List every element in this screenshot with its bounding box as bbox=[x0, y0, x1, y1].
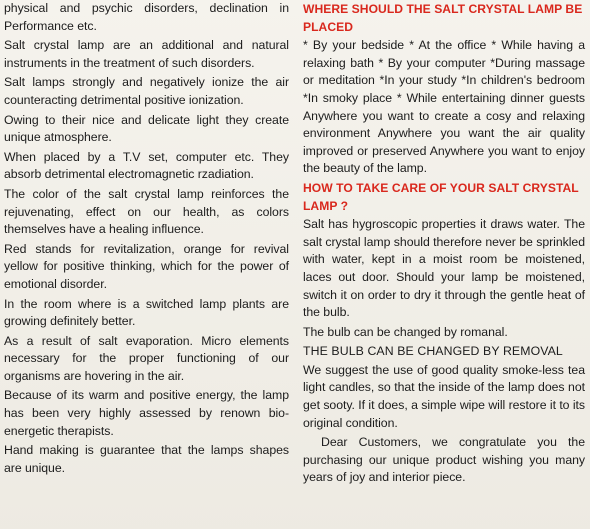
bulb-paragraph: The bulb can be changed by romanal. bbox=[303, 324, 508, 339]
removal-subheading: THE BULB CAN BE CHANGED BY REMOVAL bbox=[303, 344, 563, 359]
paragraph-radiation: When placed by a T.V set, computer etc. They absorb detrimental electromagnetic rzadiation. bbox=[4, 149, 289, 182]
paragraph-ionization: Salt lamps strongly and negatively ionize the air counteracting detrimental positive ionization. bbox=[4, 75, 289, 107]
paragraph-treatment: Salt crystal lamp are an additional and natural instruments in the treatment of such disorders. bbox=[4, 38, 289, 70]
candles-paragraph: We suggest the use of good quality smoke-less tea light candles, so that the inside of the lamp does not get sooty. If it does, a simple wipe will restore it to its original condition. bbox=[303, 362, 585, 430]
paragraph-plants: In the room where is a switched lamp plants are growing definitely better. bbox=[4, 296, 289, 329]
paragraph-handmade: Hand making is guarantee that the lamps shapes are unique. bbox=[4, 443, 289, 475]
right-text-column bbox=[303, 0, 585, 489]
paragraph-micro-elements: As a result of salt evaporation. Micro elements necessary for the proper functioning of our organisms are hovering in the air. bbox=[4, 333, 289, 383]
paragraph-disorders: physical and psychic disorders, declination in Performance etc. bbox=[4, 1, 289, 33]
care-paragraph: Salt has hygroscopic properties it draws water. The salt crystal lamp should therefore never be sprinkled with water, kept in a moist room be moistened, laces out door. Should your lamp be moistened, switch it on order to dry it through the gentle heat of the bulb. bbox=[303, 217, 585, 320]
placement-paragraph: * By your bedside * At the office * While having a relaxing bath * By your computer *During massage or meditation *In your study *In children's bedroom *In smoky place * While entertaining dinner guests Anywhere you want to create a cosy and relaxing environment Anywhere you want the air quality improved or preserved Anywhere you want to enjoy the beauty of the lamp. bbox=[303, 38, 585, 176]
left-text-column bbox=[4, 0, 289, 479]
paragraph-atmosphere: Owing to their nice and delicate light they create unique atmosphere. bbox=[4, 112, 289, 145]
closing-paragraph: Dear Customers, we congratulate you the purchasing our unique product wishing you many years of joy and interior piece. bbox=[303, 435, 585, 485]
care-heading: HOW TO TAKE CARE OF YOUR SALT CRYSTAL LAMP ? bbox=[303, 180, 579, 213]
placement-heading: WHERE SHOULD THE SALT CRYSTAL LAMP BE PLACED bbox=[303, 2, 583, 34]
paragraph-therapists: Because of its warm and positive energy, the lamp has been very highly assessed by renown bio-energetic therapists. bbox=[4, 388, 289, 438]
paragraph-color: The color of the salt crystal lamp reinforces the rejuvenating, effect on our health, as colors themselves have a healing influence. bbox=[4, 186, 289, 237]
paragraph-color-meanings: Red stands for revitalization, orange for revival yellow for positive thinking, which for the power of emotional disorder. bbox=[4, 241, 289, 291]
